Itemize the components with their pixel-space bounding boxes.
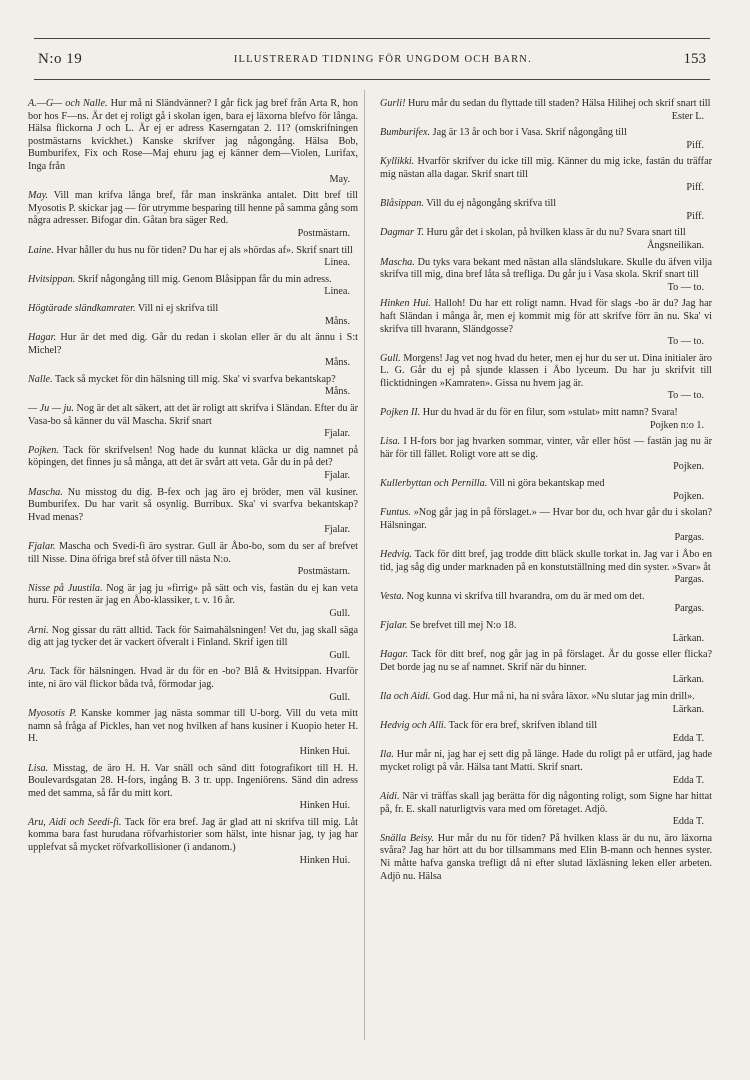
addressee-name: Gull.: [380, 352, 401, 364]
addressee-name: Kyllikki.: [380, 156, 415, 168]
signature: Linea.: [324, 286, 350, 298]
letter-body: Hvar håller du hus nu för tiden? Du har ej als »hördas af». Skrif snart till: [53, 244, 353, 256]
signature: Fjalar.: [324, 428, 350, 440]
letter-body: Vill man krifva långa bref, får man inskränka antalet. Ditt bref till Myosotis P. skickar jag — för utrymme besparing till henne på samma gång som några adresser. Bifogar din. Gåtan bra säger Red.: [28, 190, 358, 227]
signature: Gull.: [329, 607, 350, 619]
signature: Lärkan.: [672, 703, 704, 715]
letter-entry: [380, 649, 712, 687]
signature: Måns.: [324, 357, 350, 369]
signature: Postmästarn.: [297, 227, 350, 239]
letter-body: Morgens! Jag vet nog hvad du heter, men ej hur du ser ut. Dina initialer äro L. G. Går du ej på sjunde klassen i Åbo lyceum. Du har ju skrifvit till flicktidningen »Kamraten». Gissa nu hvem jag är.: [380, 352, 712, 389]
signature: Edda T.: [672, 774, 704, 786]
left-column: [28, 98, 358, 871]
letter-body: Nog gissar du rätt alltid. Tack för Saimahälsningen! Vet du, jag skall säga dig att jag tycker det är vackert öfveralt i Finland. Skrif igen till: [28, 624, 358, 649]
letter-entry: [28, 817, 358, 867]
addressee-name: Gurli!: [380, 98, 406, 109]
signature: To — to.: [667, 390, 704, 402]
addressee-name: Fjalar.: [28, 541, 56, 552]
letter-body: Hur är det med dig. Går du redan i skolan eller är du alt ännu i S:t Michel?: [28, 332, 358, 356]
issue-number: N:o 19: [38, 50, 83, 67]
letter-entry: [380, 507, 712, 545]
letter-body: God dag. Hur må ni, ha ni svåra läxor. »Nu slutar jag min drill».: [430, 690, 695, 702]
letter-entry: [28, 403, 358, 441]
column-divider: [364, 90, 365, 1040]
signature: May.: [329, 173, 350, 185]
letter-body: Hur må ni Sländvänner? I går fick jag bref från Arta R, hon bor hos F—ns. Är det ej roligt gå i skolan igen, bara ej läxorna blefvo för långa. Hälsa flickorna J och L. Är ej er adress Kaserngatan 2. 11? (omskrifningen postmästarns kvickhet.) Kanske skrifver jag någongång. Hälsa Bob, Bumburifex, Fix och Rose—Maj ehuru jag ej känner dem—Violen, Lurifax, Inga från: [28, 98, 358, 172]
letter-entry: [28, 666, 358, 704]
addressee-name: Hedvig.: [380, 549, 412, 560]
addressee-name: Funtus.: [380, 507, 411, 519]
addressee-name: Dagmar T.: [380, 227, 424, 239]
addressee-name: Hvitsippan.: [28, 273, 76, 285]
signature: Lärkan.: [672, 632, 704, 644]
addressee-name: Fjalar.: [380, 619, 408, 631]
addressee-name: Myosotis P.: [28, 708, 77, 720]
letter-body: Vill du ej någongång skrifva till: [423, 198, 557, 210]
right-column: [380, 98, 712, 887]
letter-entry: [28, 303, 358, 328]
addressee-name: Ila.: [380, 749, 394, 761]
letter-entry: [380, 227, 712, 252]
letter-body: Se brefvet till mej N:o 18.: [407, 619, 517, 631]
letter-body: Tack för ditt bref, jag trodde ditt bläck skulle torkat in. Jag var i Åbo en tid, jag såg dig under marknaden på en konstutställning med din syster. »Svar» åt: [380, 549, 712, 573]
letter-body: Jag är 13 år och bor i Vasa. Skrif någongång till: [430, 127, 627, 139]
letter-entry: [380, 298, 712, 348]
letter-entry: [380, 156, 712, 194]
addressee-name: Laine.: [28, 244, 54, 256]
addressee-name: Hedvig och Alli.: [380, 720, 447, 732]
signature: Pojken.: [673, 490, 704, 502]
letter-entry: [28, 274, 358, 299]
addressee-name: Nisse på Juustila.: [28, 582, 103, 594]
letter-entry: [380, 127, 712, 152]
addressee-name: Aru, Aidi och Seedi-fi.: [28, 816, 122, 828]
addressee-name: Högtärade sländkamrater.: [28, 302, 136, 314]
letter-entry: [28, 98, 358, 186]
addressee-name: — Ju — ju.: [28, 403, 74, 415]
signature: Postmästarn.: [297, 566, 350, 578]
signature: Pargas.: [674, 603, 704, 615]
letter-entry: [28, 583, 358, 621]
letter-entry: [380, 691, 712, 716]
signature: Hinken Hui.: [299, 745, 350, 757]
addressee-name: Kullerbyttan och Pernilla.: [380, 478, 488, 490]
letter-entry: [380, 478, 712, 503]
signature: Ångsneilikan.: [647, 239, 704, 251]
signature: Fjalar.: [324, 470, 350, 482]
letter-body: Kanske kommer jag nästa sommar till U-borg. Vill du veta mitt namn så fråga af Pickles, han vet nog hvilken af hans kusiner i Kuopio heter H. H.: [28, 708, 358, 745]
signature: Ester L.: [671, 110, 704, 122]
addressee-name: Hagar.: [380, 649, 409, 661]
addressee-name: Arni.: [28, 624, 49, 636]
signature: Piff.: [686, 139, 704, 151]
letter-body: Halloh! Du har ett roligt namn. Hvad för slags -bo är du? Jag har haft Sländan i många år, men ej kommit mig för att skrifve förr än nu. Ska' vi skrifva till hvarann, Sländgosse?: [380, 298, 713, 335]
letter-body: Nog är det alt säkert, att det är roligt att skrifva i Sländan. Efter du är Vasa-bo så känner du väl Mascha. Skrif snart: [28, 403, 358, 427]
letter-entry: [380, 791, 712, 829]
addressee-name: A.—G— och Nalle.: [28, 98, 108, 109]
letter-entry: [380, 833, 712, 883]
letter-entry: [380, 198, 712, 223]
signature: Edda T.: [672, 816, 704, 828]
addressee-name: Aidi.: [380, 791, 400, 803]
signature: Lärkan.: [672, 674, 704, 686]
page-number: 153: [683, 50, 706, 67]
addressee-name: Blåsippan.: [380, 198, 424, 210]
letter-body: När vi träffas skall jag berätta för dig någonting roligt, som Signe har hittat på, fr. E. skall naturligtvis vara med om företaget. Adjö.: [380, 791, 712, 815]
addressee-name: Hagar.: [28, 332, 57, 344]
signature: To — to.: [667, 281, 704, 293]
addressee-name: Snälla Beisy.: [380, 832, 434, 844]
letter-body: Tack så mycket för din hälsning till mig. Ska' vi svarfva bekantskap?: [52, 373, 336, 385]
letter-entry: [380, 749, 712, 787]
addressee-name: Pojken.: [28, 444, 59, 456]
letter-entry: [380, 98, 712, 123]
letter-entry: [380, 591, 712, 616]
letter-entry: [380, 257, 712, 295]
addressee-name: Ila och Aidi.: [380, 690, 431, 702]
letter-body: Skrif någongång till mig. Genom Blåsippan får du min adress.: [75, 273, 332, 285]
letter-entry: [28, 190, 358, 240]
signature: Fjalar.: [324, 524, 350, 536]
signature: Piff.: [686, 181, 704, 193]
publication-title: ILLUSTRERAD TIDNING FÖR UNGDOM OCH BARN.: [233, 53, 532, 65]
page-header: [34, 38, 710, 80]
addressee-name: Nalle.: [28, 373, 53, 385]
letter-body: Nog kunna vi skrifva till hvarandra, om du är med om det.: [404, 590, 645, 602]
letter-entry: [28, 445, 358, 483]
letter-entry: [28, 374, 358, 399]
addressee-name: Bumburifex.: [380, 127, 431, 139]
signature: Gull.: [329, 649, 350, 661]
letter-body: Tack för hälsningen. Hvad är du för en -bo? Blå & Hvitsippan. Hvarför inte, ni äro väl flickor båda två, förmodar jag.: [28, 666, 358, 690]
letter-body: Tack för ditt bref, nog går jag in på förslaget. Är du gosse eller flicka? Det borde jag nu se af namnet. Skrif när du hinner.: [380, 649, 712, 673]
letter-entry: [28, 487, 358, 537]
letter-body: »Nog går jag in på förslaget.» — Hvar bor du, och hvar går du i skolan? Hälsningar.: [380, 507, 712, 531]
signature: Gull.: [329, 691, 350, 703]
signature: To — to.: [667, 336, 704, 348]
letter-body: Tack för era bref. Jag är glad att ni skrifva till mig. Låt komma bara fast hurudana röfvarhistorier som hälst, inte hisnar jag, ty jag har upplefvat så mycket röfvarkollisioner (i andanom.): [28, 816, 359, 854]
letter-body: Nu misstog du dig. B-fex och jag äro ej bröder, men väl kusiner. Bumburifex. Du har varit så osynlig. Burribux. Ska' vi svarfva bekantskap? Hvad menas?: [28, 486, 358, 523]
signature: Pojken n:o 1.: [649, 419, 704, 431]
letter-body: Du tyks vara bekant med nästan alla sländslukare. Skulle du äfven vilja skrifva till mig, dina bref låta så trefliga. Du går ju i Vasa skola. Skrif snart till: [380, 256, 712, 281]
letter-entry: [380, 407, 712, 432]
letter-entry: [28, 625, 358, 663]
addressee-name: Lisa.: [28, 762, 49, 774]
letter-entry: [28, 541, 358, 579]
letter-body: Tack för skrifvelsen! Nog hade du kunnat kläcka ur dig namnet på köpingen, det finnes ju så många, att det är svårt att veta. Går du in på det?: [28, 444, 358, 469]
letter-entry: [380, 436, 712, 474]
signature: Hinken Hui.: [299, 800, 350, 812]
letter-entry: [380, 620, 712, 645]
addressee-name: May.: [28, 190, 49, 202]
letter-body: Nog är jag ju »firrig» på sätt och vis, fastän du ej kan veta huru. För resten är jag en Åbo-klassiker, t. v. 16 år.: [28, 582, 358, 607]
signature: Piff.: [686, 210, 704, 222]
letter-body: Hur mår ni, jag har ej sett dig på länge. Hade du roligt på er utfärd, jag hade mycket roligt på vår. Hälsa tant Matti. Skrif snart.: [380, 749, 712, 773]
signature: Måns.: [324, 315, 350, 327]
letter-body: Hvarför skrifver du icke till mig. Känner du mig icke, fastän du träffar mig nästan alla dagar. Skrif snart till: [380, 156, 712, 180]
signature: Pargas.: [674, 532, 704, 544]
signature: Edda T.: [672, 732, 704, 744]
letter-entry: [28, 332, 358, 370]
addressee-name: Lisa.: [380, 436, 401, 448]
signature: Hinken Hui.: [299, 854, 350, 866]
letter-entry: [28, 245, 358, 270]
letter-body: Huru mår du sedan du flyttade till staden? Hälsa Hilihej och skrif snart till: [405, 98, 711, 109]
letter-body: I H-fors bor jag hvarken sommar, vinter, vår eller höst — fastän jag nu är här för till fället. Roligt vore att se dig.: [380, 436, 712, 460]
letter-body: Hur mår du nu för tiden? På hvilken klass är du nu, äro läxorna svåra? Jag har hört att du bor tillsammans med Elin B-mann och hennes syster. Ni måtte hafva ganska trefligt då ni efter slutad läxläsning leken eller arbeten. Adjö nu. Hälsa: [380, 832, 712, 882]
letter-body: Misstag, de äro H. H. Var snäll och sänd ditt fotografikort till H. H. Boulevardsgatan 28. H-fors, ingång B. 3 tr. upp. Ingeniörens. Sänd din adress med det samma, så får du mitt kort.: [28, 762, 358, 799]
signature: Pojken.: [673, 461, 704, 473]
letter-body: Tack för era bref, skrifven ibland till: [446, 720, 598, 732]
letter-body: Mascha och Svedi-fi äro systrar. Gull är Åbo-bo, som du ser af brefvet till Nisse. Dina öfriga bref stå öfver till nästa N:o.: [28, 541, 358, 565]
letter-body: Hur du hvad är du för en filur, som »stulat» mitt namn? Svara!: [420, 407, 678, 419]
letter-entry: [28, 708, 358, 758]
letter-body: Vill ni ej skrifva till: [135, 302, 219, 314]
addressee-name: Pojken II.: [380, 407, 421, 419]
addressee-name: Vesta.: [380, 590, 405, 602]
signature: Linea.: [324, 257, 350, 269]
letter-entry: [28, 763, 358, 813]
signature: Måns.: [324, 386, 350, 398]
letter-entry: [380, 720, 712, 745]
letter-body: Vill ni göra bekantskap med: [487, 478, 605, 490]
addressee-name: Aru.: [28, 666, 46, 678]
addressee-name: Hinken Hui.: [380, 298, 431, 310]
letter-entry: [380, 549, 712, 587]
addressee-name: Mascha.: [380, 256, 415, 268]
letter-body: Huru går det i skolan, på hvilken klass är du nu? Svara snart till: [423, 227, 686, 239]
letter-entry: [380, 353, 712, 403]
signature: Pargas.: [674, 574, 704, 586]
addressee-name: Mascha.: [28, 486, 63, 498]
